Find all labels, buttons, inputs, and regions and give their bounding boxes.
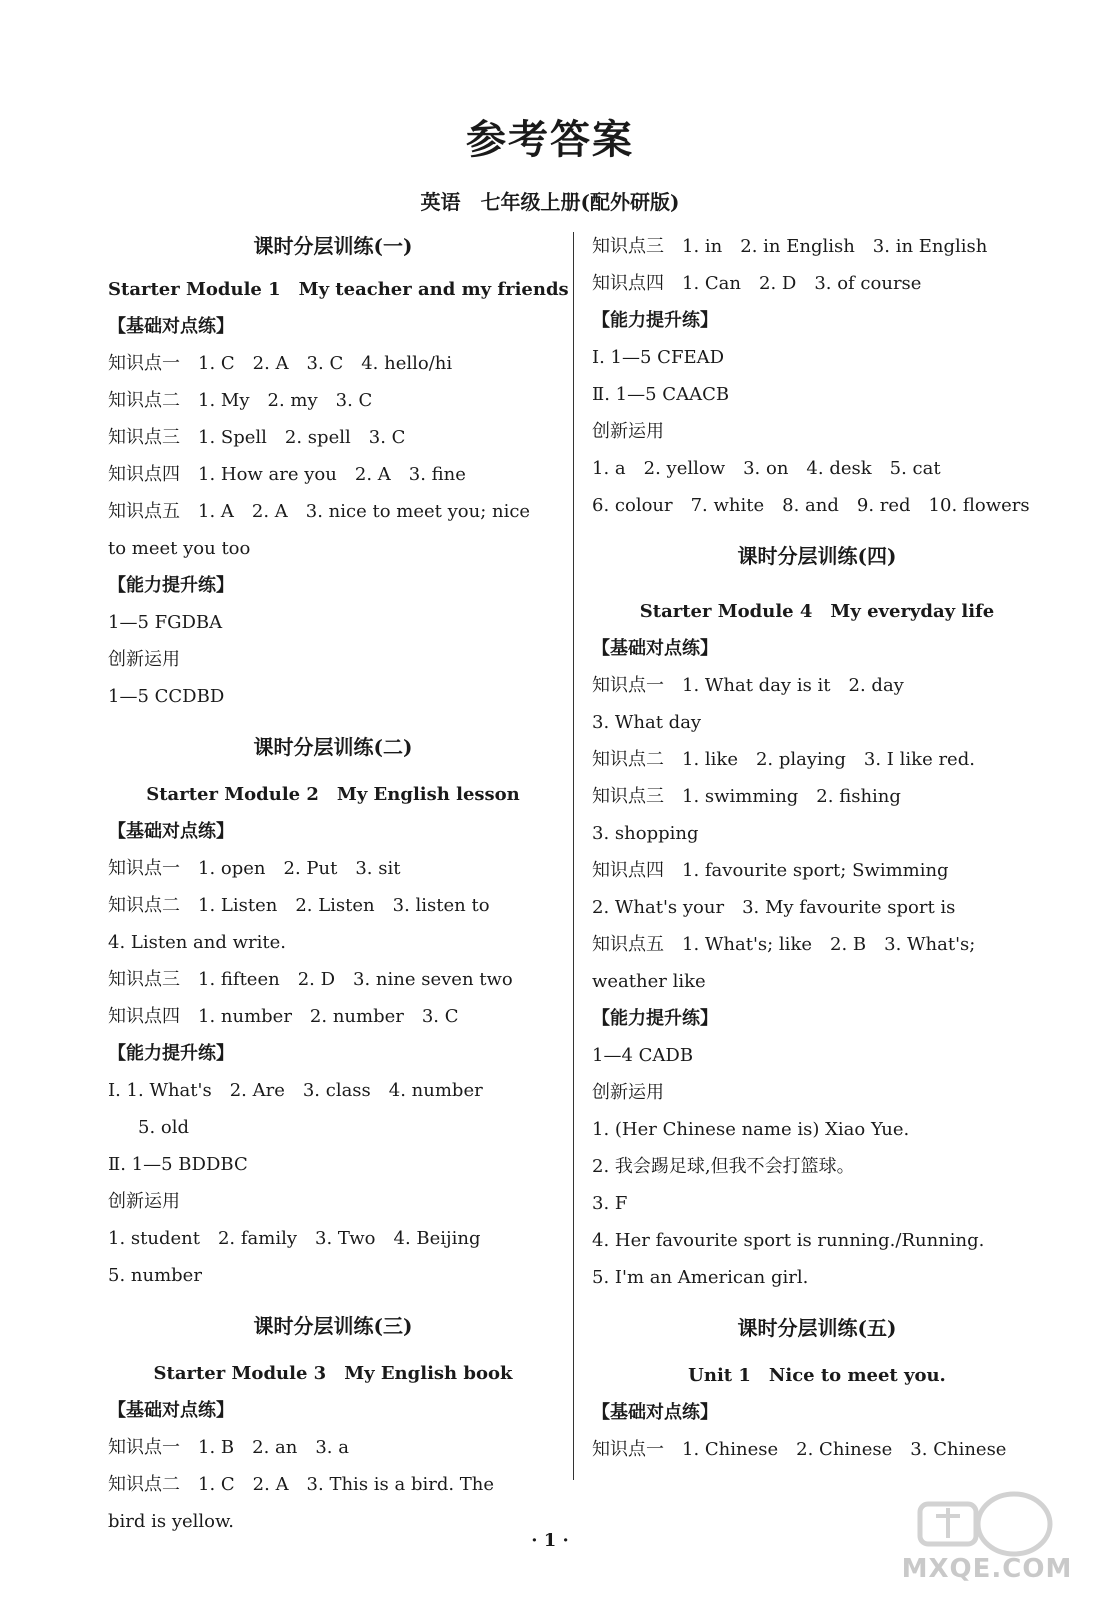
section-heading: 课时分层训练(四) xyxy=(737,544,897,568)
tag-heading: 【基础对点练】 xyxy=(592,1402,718,1423)
column-divider xyxy=(573,232,574,1480)
answer-line: 4. Listen and write. xyxy=(108,932,286,953)
tag-heading: 【能力提升练】 xyxy=(592,310,718,331)
module-title: Starter Module 1 My teacher and my friends xyxy=(108,279,569,300)
tag-heading: 【能力提升练】 xyxy=(592,1008,718,1029)
module-title: Starter Module 4 My everyday life xyxy=(639,601,995,622)
answer-line: 5. number xyxy=(108,1265,202,1286)
section-heading: 课时分层训练(一) xyxy=(253,234,413,258)
tag-heading: 【基础对点练】 xyxy=(108,1400,234,1421)
answer-line: 知识点三 1. Spell 2. spell 3. C xyxy=(108,427,406,448)
answer-line: 5. I'm an American girl. xyxy=(592,1267,809,1288)
right-column xyxy=(592,228,1042,1468)
tag-heading: 【能力提升练】 xyxy=(108,1043,234,1064)
answer-line: 知识点一 1. B 2. an 3. a xyxy=(108,1437,349,1458)
answer-line: 2. What's your 3. My favourite sport is xyxy=(592,897,956,918)
answer-line: 知识点四 1. favourite sport; Swimming xyxy=(592,860,949,881)
answer-line: 创新运用 xyxy=(108,649,180,670)
answer-line: 1. (Her Chinese name is) Xiao Yue. xyxy=(592,1119,910,1140)
answer-line: 知识点三 1. swimming 2. fishing xyxy=(592,786,901,807)
answer-line: 知识点一 1. open 2. Put 3. sit xyxy=(108,858,401,879)
answer-line: 知识点二 1. C 2. A 3. This is a bird. The xyxy=(108,1474,495,1495)
section-heading: 课时分层训练(五) xyxy=(737,1316,897,1340)
tag-heading: 【能力提升练】 xyxy=(108,575,234,596)
answer-line: 知识点三 1. in 2. in English 3. in English xyxy=(592,236,988,257)
section-heading: 课时分层训练(二) xyxy=(253,735,413,759)
answer-line: 1—4 CADB xyxy=(592,1045,694,1066)
answer-line: Ⅰ. 1. What's 2. Are 3. class 4. number xyxy=(108,1080,483,1101)
answer-line: 知识点五 1. What's; like 2. B 3. What's; xyxy=(592,934,976,955)
answer-line: 6. colour 7. white 8. and 9. red 10. flowers xyxy=(592,495,1030,516)
answer-line: 创新运用 xyxy=(108,1191,180,1212)
page-title: 参考答案 xyxy=(466,116,634,163)
answer-line: 3. F xyxy=(592,1193,628,1214)
answer-line: Ⅰ. 1—5 CFEAD xyxy=(592,347,725,368)
answer-line: Ⅱ. 1—5 BDDBC xyxy=(108,1154,248,1175)
watermark-logo xyxy=(896,1486,1078,1590)
answer-line: 知识点四 1. Can 2. D 3. of course xyxy=(592,273,922,294)
tag-heading: 【基础对点练】 xyxy=(592,638,718,659)
answer-line: 2. 我会踢足球,但我不会打篮球。 xyxy=(592,1156,855,1177)
answer-line: 1. a 2. yellow 3. on 4. desk 5. cat xyxy=(592,458,941,479)
module-title: Starter Module 2 My English lesson xyxy=(146,784,520,805)
answer-line: to meet you too xyxy=(108,538,251,559)
watermark-site: MXQE.COM xyxy=(901,1554,1073,1584)
answer-line: weather like xyxy=(592,971,706,992)
answer-line: 知识点一 1. C 2. A 3. C 4. hello/hi xyxy=(108,353,453,374)
module-title: Starter Module 3 My English book xyxy=(153,1363,513,1384)
answer-line: 知识点二 1. My 2. my 3. C xyxy=(108,390,373,411)
answer-line: 知识点一 1. What day is it 2. day xyxy=(592,675,904,696)
answer-line: 知识点三 1. fifteen 2. D 3. nine seven two xyxy=(108,969,513,990)
answer-line: bird is yellow. xyxy=(108,1511,235,1532)
left-column xyxy=(108,228,569,1540)
answer-line: 知识点一 1. Chinese 2. Chinese 3. Chinese xyxy=(592,1439,1007,1460)
answer-line: Ⅱ. 1—5 CAACB xyxy=(592,384,730,405)
answer-line: 知识点二 1. Listen 2. Listen 3. listen to xyxy=(108,895,490,916)
tag-heading: 【基础对点练】 xyxy=(108,316,234,337)
answer-line: 知识点四 1. number 2. number 3. C xyxy=(108,1006,459,1027)
answer-line: 3. shopping xyxy=(592,823,699,844)
answer-line: 创新运用 xyxy=(592,421,664,442)
section-heading: 课时分层训练(三) xyxy=(253,1314,413,1338)
answer-line: 知识点四 1. How are you 2. A 3. fine xyxy=(108,464,466,485)
answer-line: 3. What day xyxy=(592,712,702,733)
module-title: Unit 1 Nice to meet you. xyxy=(688,1365,946,1386)
answer-line: 知识点五 1. A 2. A 3. nice to meet you; nice xyxy=(108,501,531,522)
answer-line: 1. student 2. family 3. Two 4. Beijing xyxy=(108,1228,481,1249)
page-subtitle: 英语 七年级上册(配外研版) xyxy=(420,190,680,214)
answer-line: 创新运用 xyxy=(592,1082,664,1103)
answer-line: 1—5 FGDBA xyxy=(108,612,223,633)
answer-line: 知识点二 1. like 2. playing 3. I like red. xyxy=(592,749,975,770)
answer-line: 4. Her favourite sport is running./Running. xyxy=(592,1230,985,1251)
page-number: · 1 · xyxy=(531,1530,569,1551)
answer-line: 1—5 CCDBD xyxy=(108,686,225,707)
answer-line: 5. old xyxy=(138,1117,190,1138)
tag-heading: 【基础对点练】 xyxy=(108,821,234,842)
